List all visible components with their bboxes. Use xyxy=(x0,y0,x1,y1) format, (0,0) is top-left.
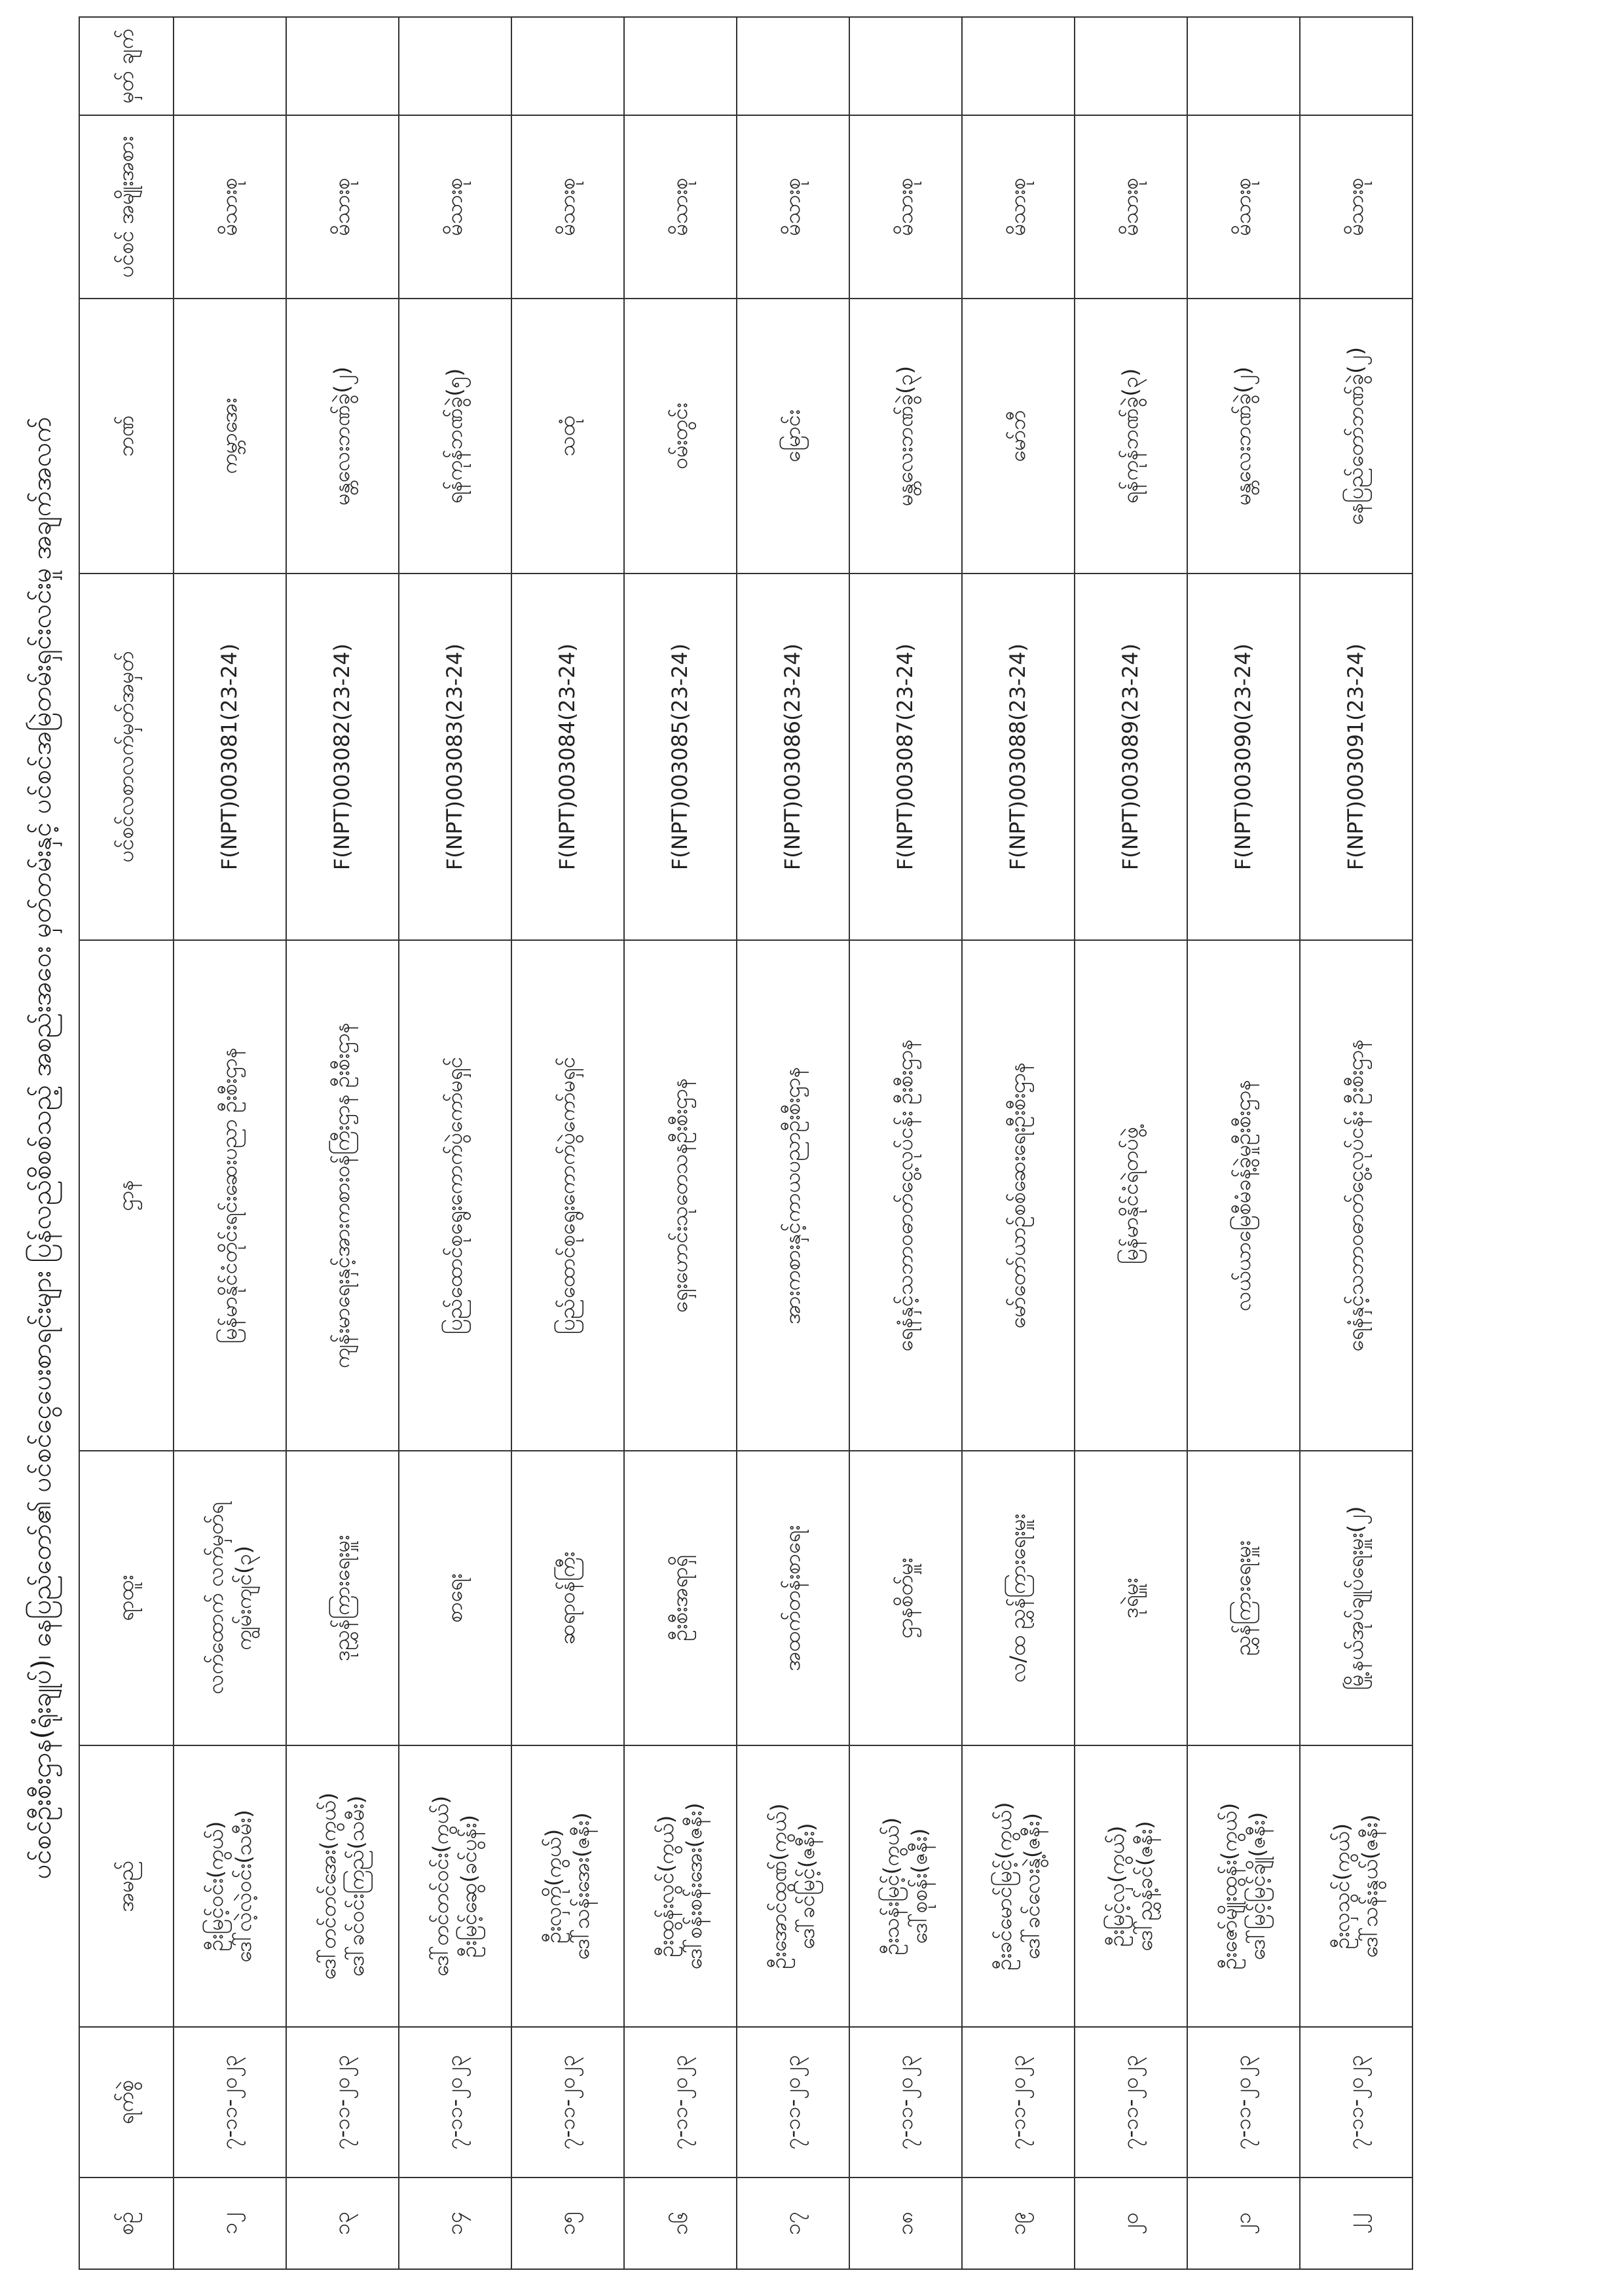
record-name: ဦးမြင့်လှ(ကွယ်) xyxy=(1103,1825,1129,1947)
cell-pension-number: F(NPT)003091(23-24) xyxy=(1300,574,1412,940)
cell-bank-branch: နေပြည်တော်ဘဏ်ခွဲ(၂) xyxy=(1300,299,1412,574)
cell-date: ၇-၁၁-၂၀၂၃ xyxy=(1187,2027,1300,2178)
cell-no: ၁၆ xyxy=(624,2178,737,2269)
cell-remark xyxy=(511,17,624,115)
cell-date: ၇-၁၁-၂၀၂၃ xyxy=(286,2027,399,2178)
header-name: အမည် xyxy=(79,1745,174,2027)
cell-name xyxy=(1187,1745,1300,2027)
cell-department: အားကစားနှင့်ကာယပညာဦးစီးဌာန xyxy=(737,940,849,1451)
cell-pension-type: မိသားစု xyxy=(286,115,399,299)
record-name: ဦးခင်မောင်မြင့်(ကွယ်) xyxy=(991,1802,1016,1971)
cell-name xyxy=(399,1745,511,2027)
cell-pension-type: မိသားစု xyxy=(962,115,1075,299)
cell-rank: လ/ထ ညွှန်ကြားရေးမှူး xyxy=(962,1451,1075,1745)
cell-name xyxy=(624,1745,737,2027)
cell-bank-branch: မော်ဘီ xyxy=(962,299,1075,574)
cell-pension-number: F(NPT)003085(23-24) xyxy=(624,574,737,940)
cell-no: ၁၇ xyxy=(737,2178,849,2269)
table-row xyxy=(399,17,511,2269)
cell-no: ၂၂ xyxy=(1300,2178,1412,2269)
cell-rank: လက်ထောက် လက်မှတ်ရကျွမ်းကျင်(၃) xyxy=(174,1451,286,1745)
record-heir: ဒေါ်ညွှန့်ခင်(ဇနီး) xyxy=(1132,1821,1157,1952)
cell-remark xyxy=(399,17,511,115)
cell-name xyxy=(962,1745,1075,2027)
cell-remark xyxy=(1300,17,1412,115)
cell-department: မြန်မာနိုင်ငံတိုင်းရင်းဆေးပညာ ဦးစီးဌာန xyxy=(174,940,286,1451)
table-row xyxy=(286,17,399,2269)
cell-name xyxy=(1075,1745,1187,2027)
cell-date: ၇-၁၁-၂၀၂၃ xyxy=(1075,2027,1187,2178)
record-name: ဒေါ်တင်တင်အေး(ကွယ်) xyxy=(315,1792,341,1980)
cell-bank-branch: မန္တလေးဘဏ်ခွဲ(၃) xyxy=(849,299,962,574)
cell-pension-type: မိသားစု xyxy=(174,115,286,299)
cell-no: ၁၃ xyxy=(286,2178,399,2269)
record-name: ဦးဇော်မျိုးထွန်း(ကွယ်) xyxy=(1216,1802,1242,1970)
record-heir: ဒေါ်စုစန်း(ဇနီး) xyxy=(907,1828,932,1944)
cell-pension-type: မိသားစု xyxy=(399,115,511,299)
cell-no: ၂၁ xyxy=(1187,2178,1300,2269)
cell-pension-type: မိသားစု xyxy=(1075,115,1187,299)
header-date: ရက်စွဲ xyxy=(79,2027,174,2178)
cell-pension-number: F(NPT)003084(23-24) xyxy=(511,574,624,940)
cell-pension-number: F(NPT)003083(23-24) xyxy=(399,574,511,940)
table-row xyxy=(1075,17,1187,2269)
cell-remark xyxy=(1187,17,1300,115)
cell-name xyxy=(286,1745,399,2027)
header-no: စဉ် xyxy=(79,2178,174,2269)
cell-date: ၇-၁၁-၂၀၂၃ xyxy=(624,2027,737,2178)
record-heir: ဒေါ်ခင်မြင့်(ဇနီး) xyxy=(794,1823,819,1950)
cell-pension-number: F(NPT)003086(23-24) xyxy=(737,574,849,940)
record-heir: ဒေါ်ခင်လေးနွဲ့(ဇနီး) xyxy=(1020,1813,1044,1959)
cell-pension-type: မိသားစု xyxy=(511,115,624,299)
cell-bank-branch: ဝမ်းတွင်း xyxy=(624,299,737,574)
cell-pension-number: F(NPT)003081(23-24) xyxy=(174,574,286,940)
cell-pension-type: မိသားစု xyxy=(737,115,849,299)
cell-department: ပြည်ထောင်စုရွေးကောက်ပွဲကော်မရှင် xyxy=(399,940,511,1451)
cell-pension-type: မိသားစု xyxy=(849,115,962,299)
header-bank-branch: ဘဏ် xyxy=(79,299,174,574)
cell-name xyxy=(1300,1745,1412,2027)
cell-name xyxy=(849,1745,962,2027)
cell-department: ပြည်ထောင်စုရွေးကောက်ပွဲကော်မရှင် xyxy=(511,940,624,1451)
pension-register-table xyxy=(79,16,1413,2270)
record-name: ဦးအောင်ထွဏ်(ကွယ်) xyxy=(766,1803,791,1969)
record-heir: ဦးမြင့်ဆွေ(ခင်ပွန်း) xyxy=(456,1815,481,1958)
cell-no: ၂၀ xyxy=(1075,2178,1187,2269)
cell-no: ၁၉ xyxy=(962,2178,1075,2269)
cell-bank-branch: ရန်ကုန်ဘဏ်ခွဲ(၃) xyxy=(1075,299,1187,574)
record-heir: ဒေါ်သန်းအေး(ဇနီး) xyxy=(569,1812,594,1960)
header-pension-type: ပင်စင် အမျိုးအစား xyxy=(79,115,174,299)
cell-name xyxy=(174,1745,286,2027)
table-body xyxy=(174,17,1412,2269)
cell-no: ၁၂ xyxy=(174,2178,286,2269)
table-row xyxy=(737,17,849,2269)
record-name: ဦးမြင့်ဝင်း(ကွယ်) xyxy=(202,1821,228,1952)
header-rank: ရာထူး xyxy=(79,1451,174,1745)
cell-no: ၁၄ xyxy=(399,2178,511,2269)
table-header xyxy=(79,17,174,2269)
cell-no: ၁၅ xyxy=(511,2178,624,2269)
record-name: ဦးလှကို(ကွယ်) xyxy=(540,1829,566,1944)
cell-rank: အထက်တန်းစာရေး xyxy=(737,1451,849,1745)
cell-pension-type: မိသားစု xyxy=(1300,115,1412,299)
record-heir: ဒေါ်မြင့်မြင့်ချို(ဇနီး) xyxy=(1245,1812,1270,1961)
record-heir: ဒေါ်ခင်ဝင်းကြည်(သမီး) xyxy=(344,1795,369,1977)
cell-remark xyxy=(849,17,962,115)
cell-remark xyxy=(286,17,399,115)
cell-date: ၇-၁၁-၂၀၂၃ xyxy=(737,2027,849,2178)
cell-rank: ဌာနစိတ်မှူး xyxy=(849,1451,962,1745)
table-row xyxy=(174,17,286,2269)
record-name: ဦးလှသွင်(ကွယ်) xyxy=(1329,1823,1354,1949)
cell-bank-branch: ကမ္ဘာအေး xyxy=(174,299,286,574)
cell-date: ၇-၁၁-၂၀၂၃ xyxy=(962,2027,1075,2178)
cell-name xyxy=(511,1745,624,2027)
header-pension-number: ပင်စင်လစာလက်မှတ်အမှတ် xyxy=(79,574,174,940)
cell-rank: ညွှန်ကြားရေးမှူး xyxy=(1187,1451,1300,1745)
header-row xyxy=(79,17,174,2269)
cell-date: ၇-၁၁-၂၀၂၃ xyxy=(849,2027,962,2178)
cell-department: ရှေးဟောင်းသုတေသနဦးစီးဌာန xyxy=(624,940,737,1451)
cell-rank: ဒုရဲမှူး xyxy=(1075,1451,1187,1745)
record-heir: ဒေါ်စန်းစန်းအေး(ဇနီး) xyxy=(682,1802,707,1970)
table-row xyxy=(1300,17,1412,2269)
cell-date: ၇-၁၁-၂၀၂၃ xyxy=(1300,2027,1412,2178)
cell-pension-number: F(NPT)003088(23-24) xyxy=(962,574,1075,940)
cell-no: ၁၈ xyxy=(849,2178,962,2269)
record-heir: ဒေါ်သန်းနွယ်(ဇနီး) xyxy=(1357,1814,1382,1958)
cell-name xyxy=(737,1745,849,2027)
cell-date: ၇-၁၁-၂၀၂၃ xyxy=(511,2027,624,2178)
cell-pension-number: F(NPT)003082(23-24) xyxy=(286,574,399,940)
table-row xyxy=(624,17,737,2269)
cell-rank: ဆရာဝန်ကြီး xyxy=(511,1451,624,1745)
cell-remark xyxy=(737,17,849,115)
cell-rank: ဦးစီးအရာရှိ xyxy=(624,1451,737,1745)
record-name: ဦးသန်းမြင့်(ကွယ်) xyxy=(878,1817,904,1956)
cell-pension-type: မိသားစု xyxy=(624,115,737,299)
cell-pension-number: F(NPT)003090(23-24) xyxy=(1187,574,1300,940)
cell-bank-branch: မန္တလေးဘဏ်ခွဲ(၂) xyxy=(1187,299,1300,574)
cell-pension-number: F(NPT)003087(23-24) xyxy=(849,574,962,940)
header-remark: မှတ် ချက် xyxy=(79,17,174,115)
header-department: ဌာန xyxy=(79,940,174,1451)
cell-remark xyxy=(174,17,286,115)
table-row xyxy=(1187,17,1300,2269)
cell-department: လယ်ယာမြေစီမံခန့်ခွဲမှုဦးစီးဌာန xyxy=(1187,940,1300,1451)
cell-department: မြန်မာနိုင်ငံရဲတပ်ဖွဲ့ xyxy=(1075,940,1187,1451)
table-row xyxy=(511,17,624,2269)
cell-remark xyxy=(1075,17,1187,115)
cell-bank-branch: မန္တလေးဘဏ်ခွဲ(၂) xyxy=(286,299,399,574)
cell-remark xyxy=(624,17,737,115)
record-name: ဒေါ်တင်တင်ဝင်း(ကွယ်) xyxy=(428,1795,453,1977)
cell-bank-branch: ရန်ကုန်ဘဏ်ခွဲ(၅) xyxy=(399,299,511,574)
cell-department: ရေနံနှင့်သဘာဝဓာတ်ငွေ့လုပ်ငန်း ဦးစီးဌာန xyxy=(849,940,962,1451)
table-row xyxy=(962,17,1075,2269)
cell-rank: မြို့နယ်အုပ်ချုပ်ရေးမှူး(၂) xyxy=(1300,1451,1412,1745)
record-name: ဦးထွန်းလွင်(ကွယ်) xyxy=(653,1815,678,1958)
cell-remark xyxy=(962,17,1075,115)
cell-bank-branch: မြောင်း xyxy=(737,299,849,574)
cell-department: ကျန်းမာရေးနှင့်အားကစားဝန်ကြီးဌာန ဦးစီးဌာန xyxy=(286,940,399,1451)
table-row xyxy=(849,17,962,2269)
document-title: ပင်စင်ဦးစီးဌာန(ရုံးချုပ်)၊ နေပြည်တော်၏ ပင်စင်ငွေပေးစာရင်းများ ပြန်လည်စိစစ်သည့် အစည်းအဝေး မှတ်တမ်းနှင့် ပင်စင်အမြဲတမ်းရှင်းလင်းမှု အချက်အလက် xyxy=(27,416,57,1880)
cell-bank-branch: သထုံ xyxy=(511,299,624,574)
cell-department: မော်တော်ယာဉ်စစ်ဆေးရေးဦးစီးဌာန xyxy=(962,940,1075,1451)
cell-pension-number: F(NPT)003089(23-24) xyxy=(1075,574,1187,940)
record-heir: ဒေါ်လဲ့လဲ့ဝင်း(သမီး) xyxy=(231,1810,256,1963)
cell-date: ၇-၁၁-၂၀၂၃ xyxy=(174,2027,286,2178)
cell-pension-type: မိသားစု xyxy=(1187,115,1300,299)
cell-rank: ဒုညွှန်ကြားရေးမှူး xyxy=(286,1451,399,1745)
cell-date: ၇-၁၁-၂၀၂၃ xyxy=(399,2027,511,2178)
cell-department: ရေနံနှင့်သဘာဝဓာတ်ငွေ့လုပ်ငန်း ဦးစီးဌာန xyxy=(1300,940,1412,1451)
cell-rank: စာရေး xyxy=(399,1451,511,1745)
